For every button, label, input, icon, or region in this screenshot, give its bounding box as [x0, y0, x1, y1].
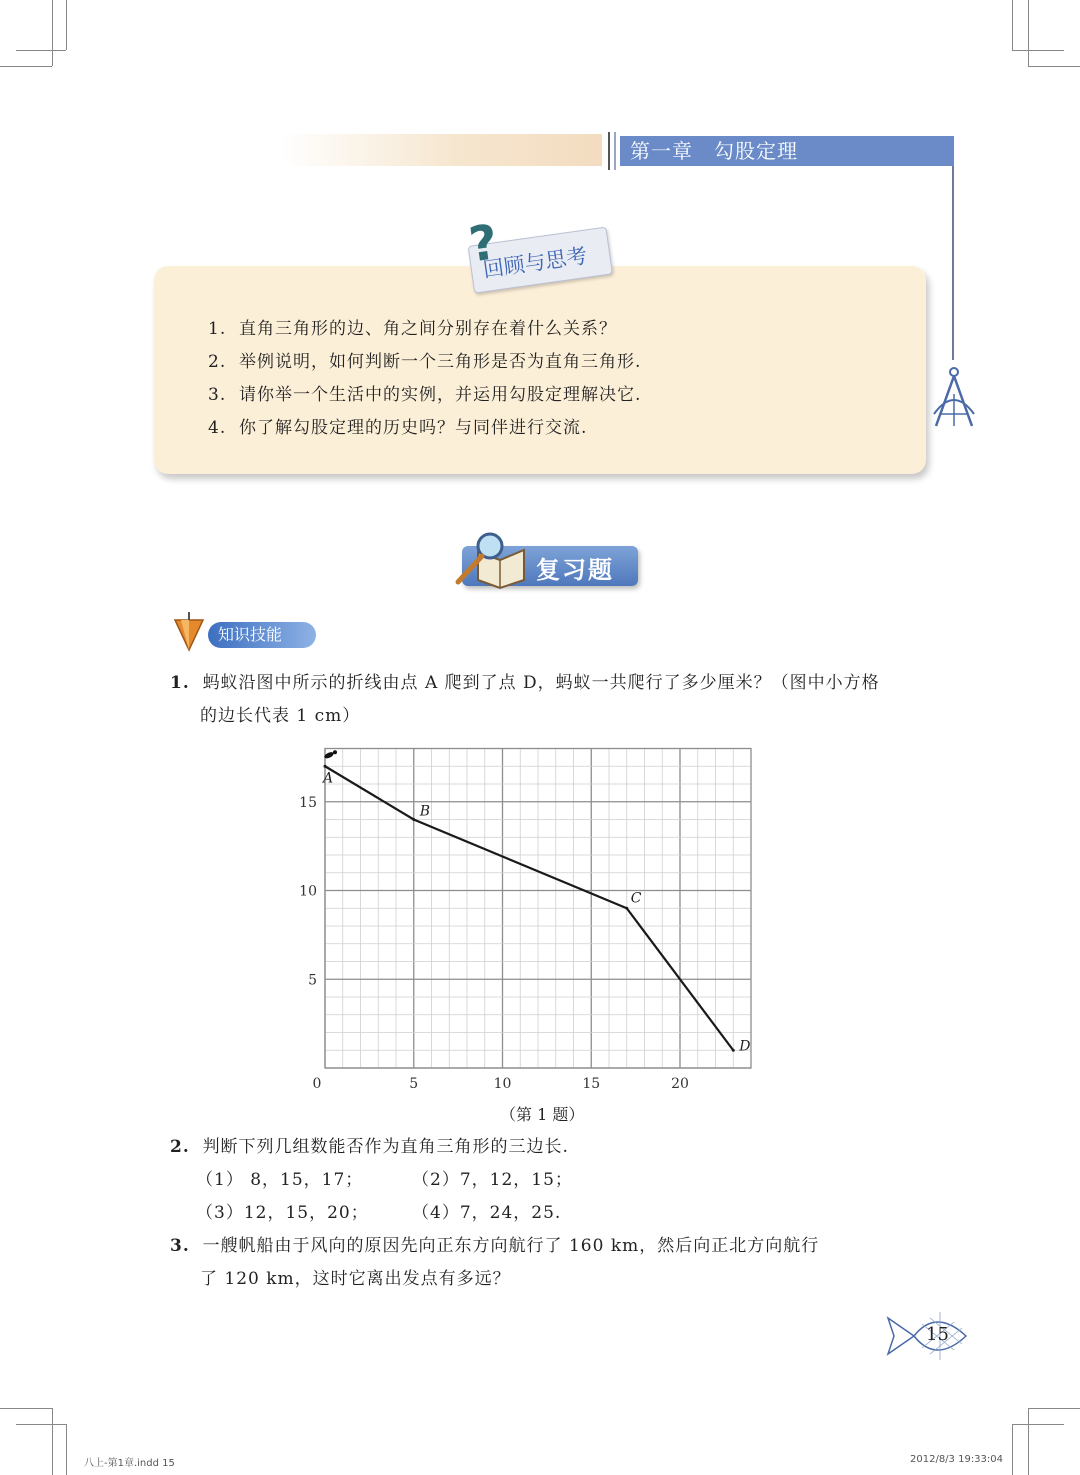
- answer-option: （1） 8，15，17；: [196, 1170, 364, 1190]
- crop-mark: [1028, 0, 1029, 66]
- question-number: 1.: [208, 319, 227, 339]
- crop-mark: [52, 1408, 53, 1475]
- review-question: [208, 313, 617, 346]
- crop-mark: [66, 1424, 67, 1475]
- y-tick-label: 15: [299, 794, 317, 811]
- y-tick-label: 5: [308, 972, 317, 989]
- x-tick-label: 5: [409, 1076, 419, 1092]
- review-question: [208, 379, 641, 412]
- question-text: 蚂蚁沿图中所示的折线由点 A 爬到了点 D，蚂蚁一共爬行了多少厘米？（图中小方格: [202, 673, 880, 693]
- question-text: 请你举一个生活中的实例，并运用勾股定理解决它.: [239, 385, 642, 405]
- question-text: 直角三角形的边、角之间分别存在着什么关系？: [239, 319, 618, 339]
- crop-mark: [52, 0, 53, 66]
- question-text-continued: 的边长代表 1 cm）: [200, 706, 361, 726]
- review-question: [208, 412, 587, 445]
- crop-mark: [1028, 1408, 1029, 1475]
- x-tick-label: 0: [312, 1076, 322, 1092]
- question-number: 2.: [170, 1137, 190, 1157]
- page-number: 15: [926, 1324, 949, 1345]
- crop-mark: [0, 66, 52, 67]
- ant-icon: [333, 750, 337, 754]
- exercise-heading-label: 复习题: [536, 556, 614, 584]
- header-divider: [608, 132, 610, 170]
- x-tick-label: 10: [493, 1076, 512, 1092]
- file-name: 八上-第1章.indd 15: [84, 1458, 175, 1469]
- figure-caption: （第 1 题）: [500, 1105, 585, 1124]
- review-badge-label: 回顾与思考: [481, 243, 589, 283]
- question-number: 1.: [170, 673, 190, 693]
- crop-mark: [66, 0, 67, 50]
- point-label: D: [739, 1038, 751, 1055]
- question-number: 2.: [208, 352, 227, 372]
- magnifier-book-icon: [452, 530, 530, 590]
- answer-option: （4）7，24，25.: [412, 1203, 562, 1223]
- review-question: [208, 346, 641, 379]
- point-label: C: [630, 890, 642, 907]
- compass-icon: [928, 364, 980, 430]
- y-tick-label: 10: [299, 883, 317, 900]
- crop-mark: [0, 1408, 52, 1409]
- exercise-question-3: [170, 1230, 819, 1263]
- answer-option: （2）7，12，15；: [412, 1170, 573, 1190]
- pendulum-icon: [172, 610, 206, 652]
- question-text-continued: 了 120 km，这时它离出发点有多远？: [200, 1269, 511, 1289]
- crop-mark: [16, 1424, 66, 1425]
- question-number: 3.: [170, 1236, 190, 1256]
- header-gradient: [280, 134, 602, 166]
- path-point: [412, 818, 415, 821]
- crop-mark: [1028, 66, 1080, 67]
- path-point: [732, 1049, 735, 1052]
- chapter-title: 第一章 勾股定理: [620, 136, 954, 166]
- question-text: 你了解勾股定理的历史吗？与同伴进行交流.: [239, 418, 588, 438]
- crop-mark: [1012, 50, 1064, 51]
- exercise-question-1: [170, 667, 880, 700]
- header-divider: [614, 132, 616, 170]
- crop-mark: [16, 50, 66, 51]
- crop-mark: [1012, 0, 1013, 50]
- crop-mark: [1012, 1424, 1013, 1475]
- question-mark-icon: ?: [465, 214, 502, 274]
- question-number: 4.: [208, 418, 227, 438]
- path-point: [324, 765, 327, 768]
- point-label: B: [419, 803, 431, 820]
- margin-line: [952, 166, 954, 360]
- answer-option: （3）12，15，20；: [196, 1203, 369, 1223]
- question-number: 3.: [208, 385, 227, 405]
- question-text: 一艘帆船由于风向的原因先向正东方向航行了 160 km，然后向正北方向航行: [202, 1236, 820, 1256]
- x-tick-label: 15: [582, 1076, 601, 1092]
- section-label: 知识技能: [208, 622, 316, 648]
- question-text: 判断下列几组数能否作为直角三角形的三边长.: [202, 1137, 569, 1157]
- x-tick-label: 20: [671, 1076, 689, 1092]
- path-point: [625, 907, 628, 910]
- crop-mark: [1028, 1408, 1080, 1409]
- exercise-question-2: [170, 1131, 569, 1164]
- question-text: 举例说明，如何判断一个三角形是否为直角三角形.: [239, 352, 642, 372]
- print-timestamp: 2012/8/3 19:33:04: [910, 1454, 1004, 1465]
- point-label: A: [323, 770, 334, 787]
- polyline-grid-chart: [290, 736, 760, 1092]
- crop-mark: [1012, 1424, 1064, 1425]
